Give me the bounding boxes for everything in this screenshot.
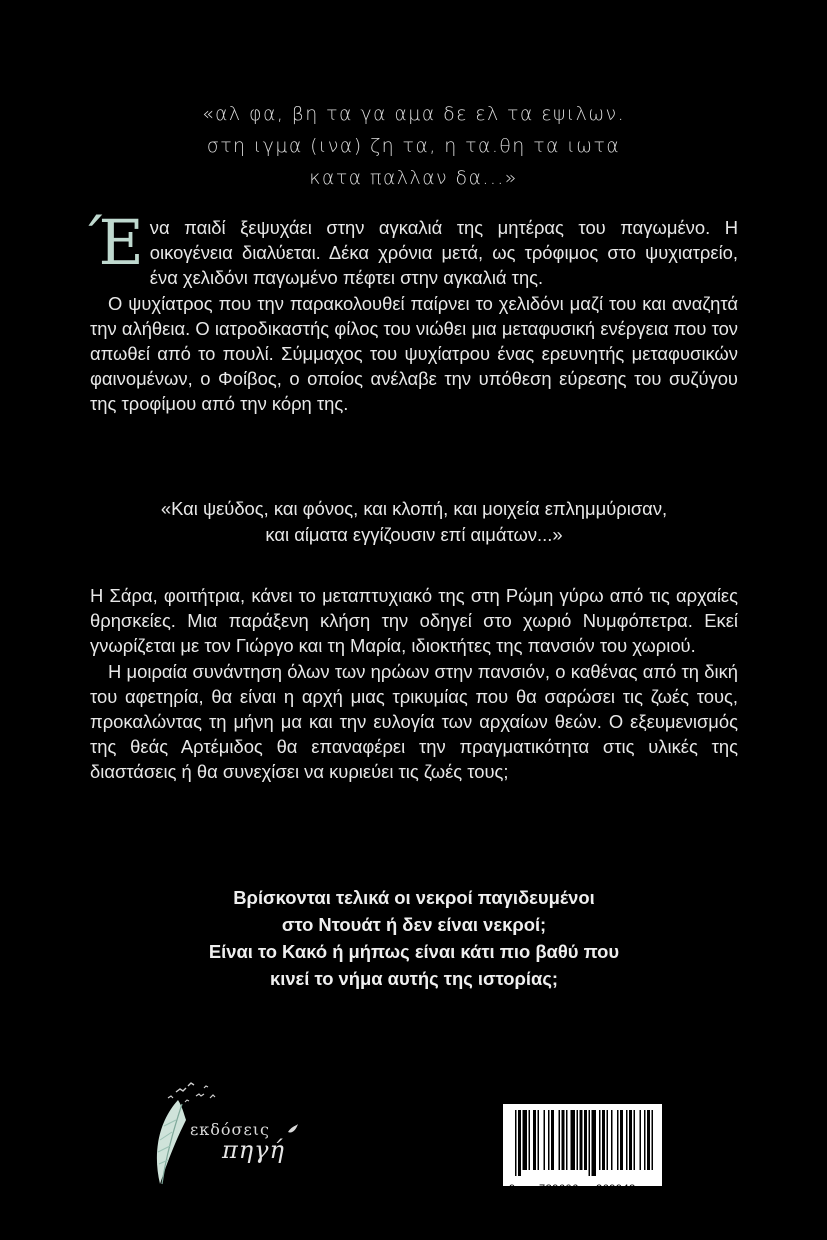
barcode-bar [559,1110,561,1170]
barcode-bar [647,1110,650,1170]
barcode-bar [620,1110,623,1170]
blurb-section-1 [88,206,738,417]
closing-questions [90,884,738,992]
barcode-bar [571,1110,576,1170]
closing-line: Είναι το Κακό ή μήπως είναι κάτι πιο βαθύ που [208,941,620,962]
barcode-bars [503,1104,662,1186]
barcode-bar [611,1110,613,1170]
barcode-bar [518,1110,521,1176]
barcode-group-2: 269943 [596,1183,636,1195]
closing-line: κινεί το νήμα αυτής της ιστορίας; [269,968,559,989]
publisher-logo [138,1080,308,1190]
blurb-paragraph [88,206,738,291]
closing-line: Βρίσκονται τελικά οι νεκροί παγιδευμένοι [233,887,595,908]
barcode-bar [592,1110,597,1176]
barcode-bar [599,1110,601,1170]
epigraph-line: «αλ φα, βη τα γα αμα δε ελ τα εψιλων. [201,103,626,125]
barcode-group-1: 789606 [539,1183,579,1195]
barcode-bar [551,1110,554,1170]
blurb-paragraph-text: να παιδί ξεψυχάει στην αγκαλιά της μητέρας του παγωμένο. Η οικογένεια διαλύεται. Δέκα χρόνια μετά, ως τρόφιμος στο ψυχιατρείο, ένα χελιδόνι παγωμένο πέφτει στην αγκαλιά της. [149,217,738,289]
barcode-bar [640,1110,642,1170]
barcode-bar [607,1110,609,1170]
quote-line: «Και ψεύδος, και φόνος, και κλοπή, και μοιχεία επλημμύρισαν, [160,498,668,519]
blurb-section-2 [90,583,738,785]
barcode-bar [617,1110,619,1170]
barcode-bar [548,1110,550,1170]
barcode-bar [538,1110,540,1170]
barcode-bar [644,1110,646,1170]
barcode-bar [515,1110,517,1176]
barcode-bar [634,1110,636,1170]
barcode-bar [584,1110,587,1170]
barcode-bar [629,1110,632,1170]
blurb-paragraph: Η Σάρα, φοιτήτρια, κάνει το μεταπτυχιακό της στη Ρώμη γύρω από τις αρχαίες θρησκείες. Μια παράξενη κλήση την οδηγεί στο χωριό Νυμφόπετρα. Εκεί γνωρίζεται με τον Γιώργο και τη Μαρία, ιδιοκτήτες της πανσιόν του χωριού. [90,585,738,657]
quote [90,496,738,548]
drop-cap: Έ [88,206,144,279]
barcode-bar [602,1110,605,1170]
barcode-bar [523,1110,528,1170]
barcode-bar [566,1110,568,1170]
barcode-bar [589,1110,591,1176]
epigraph-line: κατα παλλαν δα...» [309,167,518,189]
barcode-first-digit: 9 [509,1183,516,1195]
barcode-bar [580,1110,583,1170]
publisher-name-line1: εκδόσεις [190,1120,270,1139]
barcode-bar [652,1110,654,1170]
quote-line: και αίματα εγγίζουσιν επί αιμάτων...» [265,524,563,545]
barcode-bar [529,1110,531,1170]
epigraph-line: στη ιγμα (ινα) ζη τα, η τα.θη τα ιωτα [206,135,621,157]
blurb-paragraph: Η μοιραία συνάντηση όλων των ηρώων στην πανσιόν, ο καθένας από τη δική του αφετηρία, θα είναι η αρχή μιας τρικυμίας που θα σαρώσει τις ζωές τους, προκαλώντας τη μήνη μα και την ευλογία των αρχαίων θεών. Ο εξευμενισμός της θεάς Αρτέμιδος θα επαναφέρει την πραγματικότητα στις υλικές της διαστάσεις ή θα συνεχίσει να κυριεύει τις ζωές τους; [90,660,738,783]
closing-line: στο Ντουάτ ή δεν είναι νεκροί; [281,914,547,935]
barcode-bar [626,1110,628,1170]
barcode-bar [533,1110,536,1170]
blurb-paragraph: Ο ψυχίατρος που την παρακολουθεί παίρνει το χελιδόνι μαζί του και αναζητά την αλήθεια. Ο ιατροδικαστής φίλος του νιώθει μια μεταφυσική ενέργεια που τον απωθεί από το πουλί. Σύμμαχος του ψυχίατρου ένας ερευνητής μεταφυσικών φαινομένων, ο Φοίβος, ο οποίος ανέλαβε την υπόθεση εύρεσης του συζύγου της τροφίμου από την κόρη της. [90,292,738,415]
isbn-barcode [503,1104,662,1195]
barcode-bar [562,1110,565,1170]
publisher-name-line2: πηγή [222,1136,285,1164]
barcode-bar [544,1110,546,1170]
epigraph [120,98,707,194]
barcode-bar [577,1110,579,1170]
